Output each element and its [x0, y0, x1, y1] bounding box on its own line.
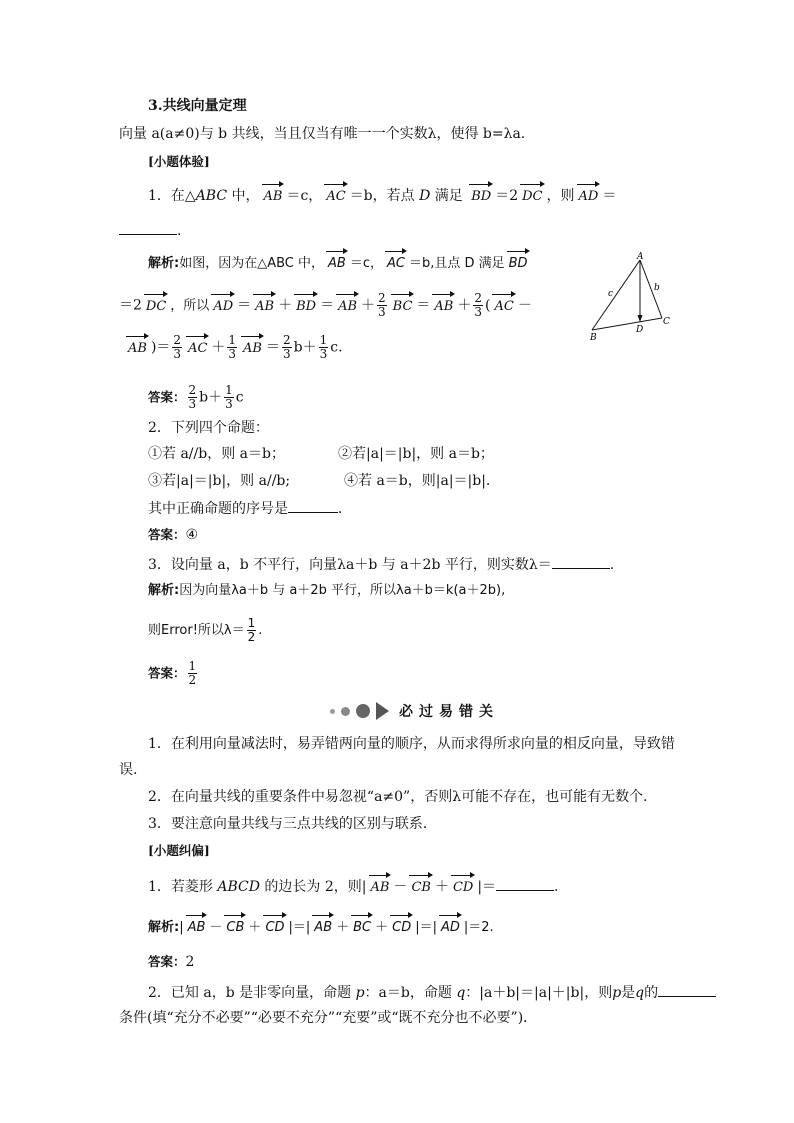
fraction	[188, 384, 198, 411]
denominator: 2	[188, 673, 197, 687]
banner-title: 必过易错关	[399, 704, 499, 720]
solution-text: |	[179, 920, 184, 935]
label-a: A	[637, 252, 644, 262]
solution-text: 如图，因为在△ABC 中，	[179, 256, 324, 271]
q1-text: ，则	[546, 188, 575, 204]
denominator: 3	[173, 347, 182, 361]
q1-answer-blank	[119, 220, 181, 241]
answer-value: 2	[185, 954, 195, 970]
question-1	[148, 186, 616, 207]
q1-text: ＝2	[495, 188, 519, 204]
practice-tag: [小题体验]	[148, 154, 210, 169]
vector-cd: CD	[390, 918, 413, 938]
vector-cb: CB	[409, 878, 433, 898]
q-text: ：a＝b，命题	[364, 985, 457, 1001]
fraction	[319, 334, 329, 361]
label-b-point: B	[590, 333, 597, 343]
banner-arrow-icon	[376, 702, 389, 720]
q-text: ＋	[434, 879, 449, 895]
q1-text: 中，	[227, 188, 260, 204]
p2-question-2-cont: 条件(填“充分不必要”“必要不充分”“充要”或“既不充分也不必要”)．	[119, 1010, 538, 1026]
banner-dot-large-icon	[356, 704, 370, 718]
label-c-point: C	[663, 317, 670, 327]
solution-text: ＋	[457, 297, 472, 314]
banner-dot-medium-icon	[341, 707, 350, 716]
solution-text: |＝|	[288, 920, 311, 935]
vector-cd: CD	[451, 878, 475, 898]
solution-label: 解析:	[148, 920, 180, 935]
pitfall-2: 2．在向量共线的重要条件中易忽视“a≠0”，否则λ可能不存在，也可能有无数个．	[148, 789, 658, 805]
side-bc	[592, 318, 662, 330]
answer-label: 答案：	[148, 954, 186, 969]
vector-bd: BD	[469, 187, 493, 207]
solution-text: ＝	[416, 297, 431, 314]
vector-ab: AB	[432, 297, 455, 317]
solution-text: ＝c，	[349, 256, 383, 271]
q3-answer	[148, 660, 199, 687]
numerator: 2	[283, 333, 291, 347]
solution-text: 则Error!所以λ＝	[148, 623, 245, 638]
solution-label: 解析:	[148, 583, 180, 598]
fraction	[224, 384, 234, 411]
numerator: 2	[474, 291, 482, 305]
vector-ac: AC	[324, 187, 347, 207]
section-banner	[330, 701, 499, 721]
denominator: 3	[225, 397, 233, 411]
fraction	[282, 334, 292, 361]
solution-text: ＋	[211, 339, 226, 356]
vector-dc: DC	[520, 187, 544, 207]
solution-text: ＝	[266, 339, 280, 356]
q1-text: ＝c，	[286, 188, 323, 204]
denominator: 2	[247, 630, 256, 644]
denominator: 3	[378, 305, 386, 319]
solution-text: ＝	[320, 297, 335, 314]
q-var-q: q	[635, 985, 645, 1001]
vector-bd: BD	[294, 297, 318, 317]
q2-answer	[148, 525, 198, 545]
denominator: 3	[188, 397, 197, 411]
q-text: |＝	[477, 879, 497, 895]
q1-text: ＝b，若点	[349, 188, 420, 204]
denominator: 3	[319, 347, 328, 361]
solution-text: ＋	[248, 920, 262, 935]
vector-ab: AB	[186, 918, 208, 938]
vector-ad: AD	[577, 187, 601, 207]
pitfall-3: 3．要注意向量共线与三点共线的区别与联系．	[148, 816, 437, 832]
answer-blank	[658, 982, 716, 997]
solution-text: ＋	[361, 297, 376, 314]
q1-end: .	[177, 223, 182, 239]
side-ab	[592, 260, 640, 330]
answer-label: 答案：	[148, 665, 186, 681]
vector-ab: AB	[262, 187, 285, 207]
q3-text: 3．设向量 a，b 不平行，向量λa＋b 与 a＋2b 平行，则实数λ＝	[148, 557, 552, 573]
q1-text: 满足	[430, 188, 468, 204]
q2-ask-end: ．	[338, 501, 352, 517]
vector-ab: AB	[241, 339, 264, 359]
p2-question-2	[148, 982, 716, 1003]
vector-ac: AC	[492, 297, 515, 317]
answer-blank	[496, 876, 554, 891]
vector-ab: AB	[253, 297, 276, 317]
q-text: －	[393, 879, 408, 895]
q-text: 1．若菱形	[148, 879, 218, 895]
numerator: 1	[247, 616, 256, 630]
practice-tag-2: [小题纠偏]	[148, 843, 210, 858]
vector-ab: AB	[336, 297, 359, 317]
numerator: 2	[173, 333, 182, 347]
q1-point: D	[419, 188, 431, 204]
q2-option-1: ①若 a//b，则 a＝b；	[148, 446, 285, 462]
numerator: 2	[188, 383, 197, 397]
q-text: 的	[644, 985, 659, 1001]
vector-ac: AC	[385, 254, 407, 274]
q1-solution-line3	[124, 334, 343, 361]
fraction	[247, 617, 257, 644]
fraction	[227, 334, 237, 361]
q2-ask-text: 其中正确命题的序号是	[148, 501, 288, 517]
solution-text: |＝|	[415, 920, 437, 935]
solution-text: ＝b,且点 D 满足	[408, 256, 505, 271]
fraction	[377, 292, 387, 319]
vector-ac: AC	[186, 339, 209, 359]
q-var-p: p	[612, 985, 622, 1001]
q2-option-4: ④若 a＝b，则|a|＝|b|.	[344, 473, 491, 489]
q1-solution-line2	[119, 292, 532, 319]
banner-dot-small-icon	[330, 709, 335, 714]
denominator: 3	[283, 347, 291, 361]
pitfall-1: 1．在利用向量减法时，易弄错两向量的顺序，从而求得所求向量的相反向量，导致错	[148, 736, 675, 752]
q1-answer	[148, 384, 244, 411]
solution-text: ，所以	[170, 298, 210, 314]
solution-text: c.	[330, 339, 343, 356]
q3-end: .	[609, 557, 615, 573]
fraction	[172, 334, 182, 361]
solution-text: (	[485, 297, 491, 314]
q-var-q: q	[456, 985, 466, 1001]
label-c: c	[608, 289, 614, 299]
answer-blank	[119, 220, 177, 235]
q1-triangle: ABC	[195, 188, 228, 204]
numerator: 1	[319, 333, 328, 347]
answer-label: 答案：	[148, 389, 186, 405]
answer-blank	[552, 554, 610, 569]
q2-option-2: ②若|a|＝|b|，则 a＝b；	[338, 446, 494, 462]
vector-ab: AB	[369, 878, 392, 898]
q2-option-3: ③若|a|＝|b|，则 a//b;	[148, 473, 291, 489]
q-text: ：|a＋b|＝|a|＋|b|，则	[465, 985, 613, 1001]
solution-text: －	[209, 920, 223, 935]
pitfall-1-cont: 误.	[119, 762, 138, 778]
vector-ab: AB	[312, 918, 334, 938]
q-text: 2．已知 a，b 是非零向量，命题	[148, 985, 356, 1001]
q-text: 的边长为 2，则|	[259, 879, 367, 895]
theorem-text: 向量 a(a≠0)与 b 共线，当且仅当有唯一一个实数λ，使得 b=λa.	[119, 126, 526, 142]
solution-text: )＝	[150, 339, 171, 356]
vector-dc: DC	[144, 297, 168, 317]
p2-q1-solution	[148, 918, 494, 938]
solution-text: －	[517, 297, 532, 314]
fraction	[473, 292, 483, 319]
label-d: D	[636, 325, 644, 335]
solution-text: ＝	[237, 297, 252, 314]
vector-bc: BC	[391, 297, 415, 317]
q1-solution-line1	[148, 254, 532, 274]
section-heading: 3.共线向量定理	[148, 98, 247, 114]
answer-text: c	[235, 389, 244, 406]
vector-ab: AB	[126, 339, 149, 359]
denominator: 3	[474, 305, 482, 319]
denominator: 3	[228, 347, 237, 361]
solution-text: ＋	[336, 920, 350, 935]
answer-value: ④	[185, 527, 199, 543]
solution-label: 解析:	[148, 256, 180, 271]
p2-q1-answer	[148, 952, 194, 972]
arrow-head	[638, 315, 643, 322]
answer-label: 答案：	[148, 527, 186, 542]
vector-bd: BD	[507, 254, 530, 274]
q3-solution-line1	[148, 581, 505, 601]
q-var-p: p	[355, 985, 365, 1001]
answer-blank	[288, 498, 338, 513]
vector-cb: CB	[224, 918, 246, 938]
q1-no: 1．在△	[148, 188, 196, 204]
q1-text: ＝	[602, 188, 617, 204]
vector-ab: AB	[326, 254, 348, 274]
solution-text: ＋	[375, 920, 389, 935]
solution-text: b＋	[293, 339, 317, 356]
q3-solution-line2	[148, 617, 262, 644]
q-end: .	[554, 879, 559, 895]
vector-cd: CD	[263, 918, 286, 938]
numerator: 1	[225, 383, 233, 397]
q-text: 是	[621, 985, 636, 1001]
p2-question-1	[148, 876, 559, 898]
solution-text: |＝2.	[463, 920, 494, 935]
label-b: b	[654, 283, 660, 293]
q-shape: ABCD	[217, 879, 260, 895]
solution-text: ＋	[278, 297, 293, 314]
q3-stem	[148, 554, 614, 575]
numerator: 1	[228, 333, 237, 347]
vector-ad: AD	[211, 297, 235, 317]
q2-ask	[148, 498, 352, 519]
triangle-figure	[584, 252, 676, 344]
solution-text: 因为向量λa＋b 与 a＋2b 平行，所以λa＋b＝k(a＋2b),	[179, 583, 506, 598]
solution-text: .	[258, 623, 263, 638]
numerator: 1	[188, 659, 197, 673]
fraction	[188, 660, 198, 687]
vector-bc: BC	[351, 918, 373, 938]
numerator: 2	[378, 291, 386, 305]
vector-ad: AD	[439, 918, 462, 938]
answer-text: b＋	[199, 389, 223, 406]
solution-text: ＝2	[119, 297, 142, 314]
q2-stem: 2．下列四个命题：	[148, 420, 269, 436]
